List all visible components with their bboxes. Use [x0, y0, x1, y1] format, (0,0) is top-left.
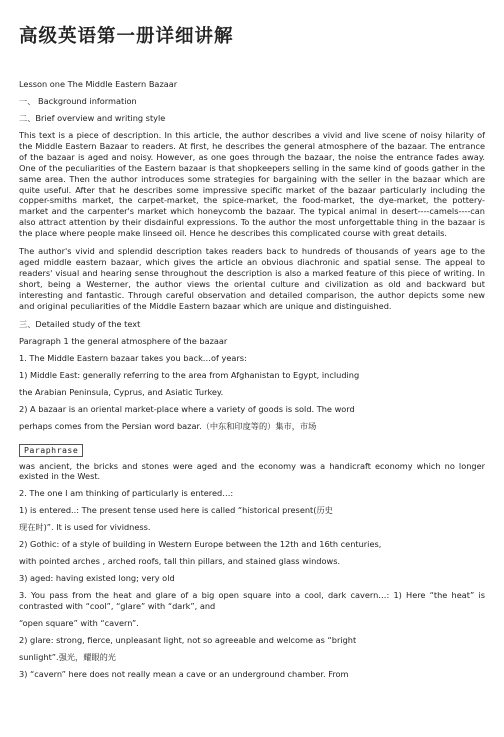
note-line: 1) is entered..: The present tense used here is called “historical present(历史	[19, 505, 333, 516]
paragraph-heading: Paragraph 1 the general atmosphere of the bazaar	[19, 335, 228, 346]
note-line: 2) A bazaar is an oriental market-place where a variety of goods is sold. The word	[19, 403, 355, 414]
paraphrase-label: Paraphrase	[19, 444, 83, 457]
note-line: 3) aged: having existed long; very old	[19, 573, 175, 584]
note-line: 现在时)”. It is used for vividness.	[19, 522, 151, 533]
note-line: 2) glare: strong, fierce, unpleasant light, not so agreeable and welcome as “bright	[19, 635, 357, 646]
note-line: 1) Middle East: generally referring to the area from Afghanistan to Egypt, including	[19, 369, 360, 380]
document-body	[19, 79, 485, 680]
paragraph: This text is a piece of description. In this article, the author describes a vivid and live scene of noisy hilarity of the Middle Eastern Bazaar to readers. At first, he describes the general atmosphere of the bazaar. The entrance of the bazaar is aged and noisy. However, as one goes through the bazaar, the noise the entrance fades away. One of the peculiarities of the Eastern bazaar is that shopkeepers selling in the same kind of goods gather in the same area. Then the author introduces some strategies for bargaining with the seller in the bazaar which are quite useful. After that he describes some impressive specific market of the bazaar particularly including the copper-smiths market, the carpet-market, the spice-market, the food-market, the dye-market, the pottery-market and the carpenter's market which honeycomb the bazaar. The typical animal in desert----camels----can also attract attention by their disdainful expressions. To the author the most unforgettable thing in the bazaar is the place where people make linseed oil. Hence he describes this complicated course with great details.	[19, 130, 485, 239]
note-item: 2. The one I am thinking of particularly is entered…:	[19, 488, 234, 499]
document-page	[0, 24, 504, 737]
document-title: 高级英语第一册详细讲解	[19, 26, 234, 47]
note-line: with pointed arches , arched roofs, tall thin pillars, and stained glass windows.	[19, 556, 341, 567]
note-line: perhaps comes from the Persian word bazar.（中东和印度等的）集市，市场	[19, 420, 317, 431]
paraphrase-text: was ancient, the bricks and stones were aged and the economy was a handicraft economy which no longer existed in the West.	[19, 460, 485, 482]
note-item: 3. You pass from the heat and glare of a big open square into a cool, dark cavern…: 1) Here “the heat” is contrasted with “cool”, “glare” with “dark”, and	[19, 590, 485, 612]
note-line: 2) Gothic: of a style of building in Western Europe between the 12th and 16th centuries,	[19, 539, 382, 550]
note-line: 3) “cavern” here does not really mean a cave or an underground chamber. From	[19, 669, 349, 680]
paragraph: The author's vivid and splendid description takes readers back to hundreds of thousands of years age to the aged middle eastern bazaar, which gives the article an obvious diachronic and spatial sense. The appeal to readers' visual and hearing sense throughout the description is also a marked feature of this piece of writing. In short, being a Westerner, the author views the oriental culture and civilization as old and backward but interesting and fantastic. Through careful observation and detailed comparison, the author depicts some new and original peculiarities of the Middle Eastern bazaar which are unique and distinguished.	[19, 246, 485, 311]
section-heading: 二、Brief overview and writing style	[19, 113, 166, 123]
note-line: “open square” with “cavern”.	[19, 618, 139, 629]
note-line: the Arabian Peninsula, Cyprus, and Asiatic Turkey.	[19, 386, 224, 397]
note-item: 1. The Middle Eastern bazaar takes you back…of years:	[19, 352, 247, 363]
section-heading: 三、Detailed study of the text	[19, 318, 141, 329]
section-heading: 一、 Background information	[19, 96, 137, 106]
lesson-title: Lesson one The Middle Eastern Bazaar	[19, 79, 178, 89]
note-line: sunlight”.强光，耀眼的光	[19, 652, 116, 663]
